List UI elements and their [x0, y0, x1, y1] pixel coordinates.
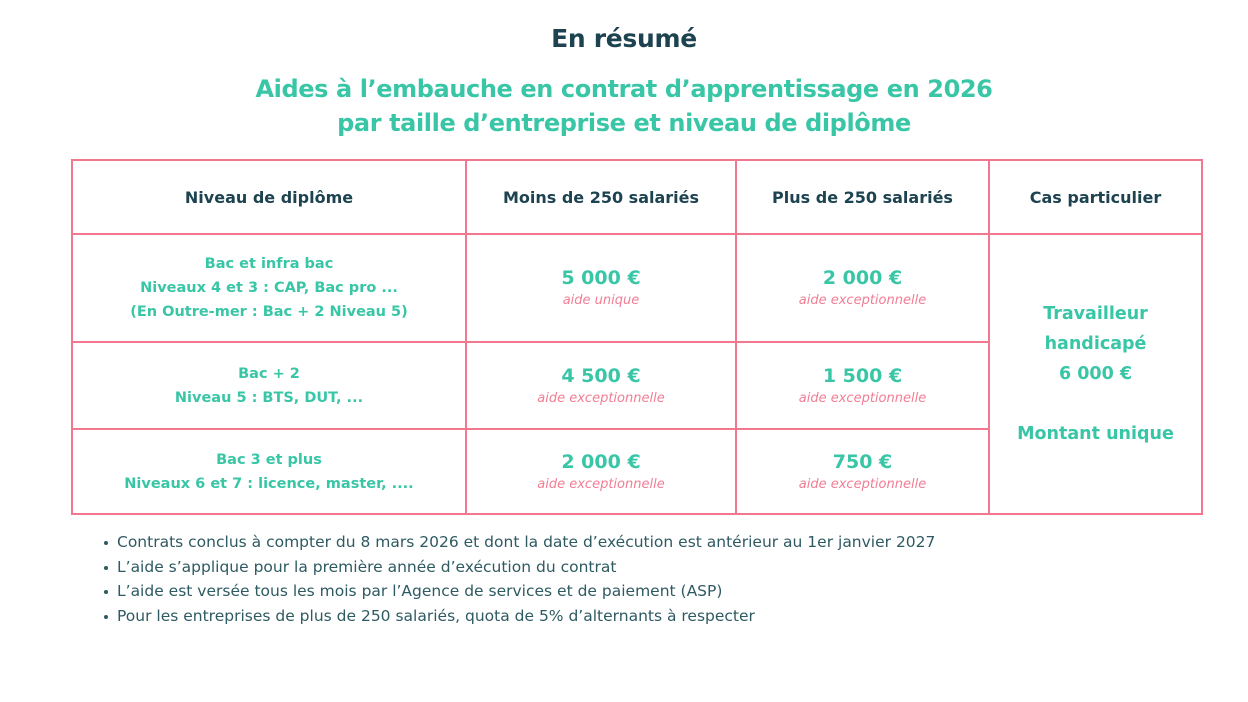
amount-value: 4 500 € [561, 364, 641, 387]
column-header-under-250: Moins de 250 salariés [502, 187, 700, 207]
amount-value: 750 € [832, 450, 893, 473]
diploma-cell-bac-infra [73, 235, 465, 341]
amount-note: aide unique [562, 293, 640, 308]
special-case-note: Montant unique [1017, 424, 1174, 444]
amount-value: 1 500 € [822, 364, 903, 387]
bullet-icon [104, 615, 108, 619]
title-line-1: Aides à l’embauche en contrat d’apprentissage en 2026 [255, 75, 993, 103]
amount-value: 2 000 € [822, 267, 903, 289]
bullet-icon [104, 590, 108, 594]
conditions-list [103, 530, 935, 628]
diploma-levels: Niveaux 4 et 3 : CAP, Bac pro ... [140, 280, 398, 296]
diploma-levels: Niveau 5 : BTS, DUT, ... [174, 389, 364, 406]
diploma-levels: Niveaux 6 et 7 : licence, master, .... [124, 475, 414, 492]
amount-value: 2 000 € [561, 450, 641, 473]
amount-note: aide exceptionnelle [798, 293, 927, 308]
list-item [103, 579, 935, 604]
section-kicker: En résumé [551, 24, 697, 53]
amount-value: 5 000 € [561, 267, 641, 289]
amount-cell [737, 235, 988, 341]
list-item-text: Contrats conclus à compter du 8 mars 2026 et dont la date d’exécution est antérieur au 1er janvier 2027 [117, 533, 936, 551]
special-case-cell [990, 235, 1201, 513]
amount-cell [737, 343, 988, 428]
column-header-special-case: Cas particulier [1029, 187, 1162, 207]
diploma-label: Bac + 2 [238, 365, 300, 382]
diploma-label: Bac 3 et plus [216, 451, 322, 468]
page-title [0, 72, 1248, 140]
title-line-2: par taille d’entreprise et niveau de diplôme [337, 109, 911, 137]
amount-note: aide exceptionnelle [537, 476, 665, 492]
amount-note: aide exceptionnelle [798, 476, 927, 492]
aid-table [71, 159, 1203, 515]
bullet-icon [104, 541, 108, 545]
column-header-over-250: Plus de 250 salariés [772, 187, 953, 207]
amount-cell [467, 343, 735, 428]
special-case-line-2: handicapé [1044, 334, 1147, 354]
column-header-diploma: Niveau de diplôme [184, 187, 354, 207]
list-item-text: L’aide est versée tous les mois par l’Agence de services et de paiement (ASP) [117, 582, 723, 600]
amount-note: aide exceptionnelle [537, 390, 665, 406]
list-item [103, 555, 935, 580]
diploma-label: Bac et infra bac [204, 256, 334, 272]
amount-cell [467, 430, 735, 513]
amount-cell [737, 430, 988, 513]
diploma-cell-bac-3-plus [73, 430, 465, 513]
list-item-text: Pour les entreprises de plus de 250 salariés, quota de 5% d’alternants à respecter [117, 606, 755, 625]
amount-cell [467, 235, 735, 341]
diploma-cell-bac-2 [73, 343, 465, 428]
list-item [103, 604, 935, 629]
amount-note: aide exceptionnelle [798, 390, 927, 406]
diploma-note: (En Outre-mer : Bac + 2 Niveau 5) [130, 304, 408, 320]
bullet-icon [104, 566, 108, 570]
special-case-line-1: Travailleur [1043, 304, 1148, 324]
special-case-amount: 6 000 € [1058, 364, 1133, 384]
list-item [103, 530, 935, 555]
list-item-text: L’aide s’applique pour la première année d’exécution du contrat [117, 557, 617, 576]
